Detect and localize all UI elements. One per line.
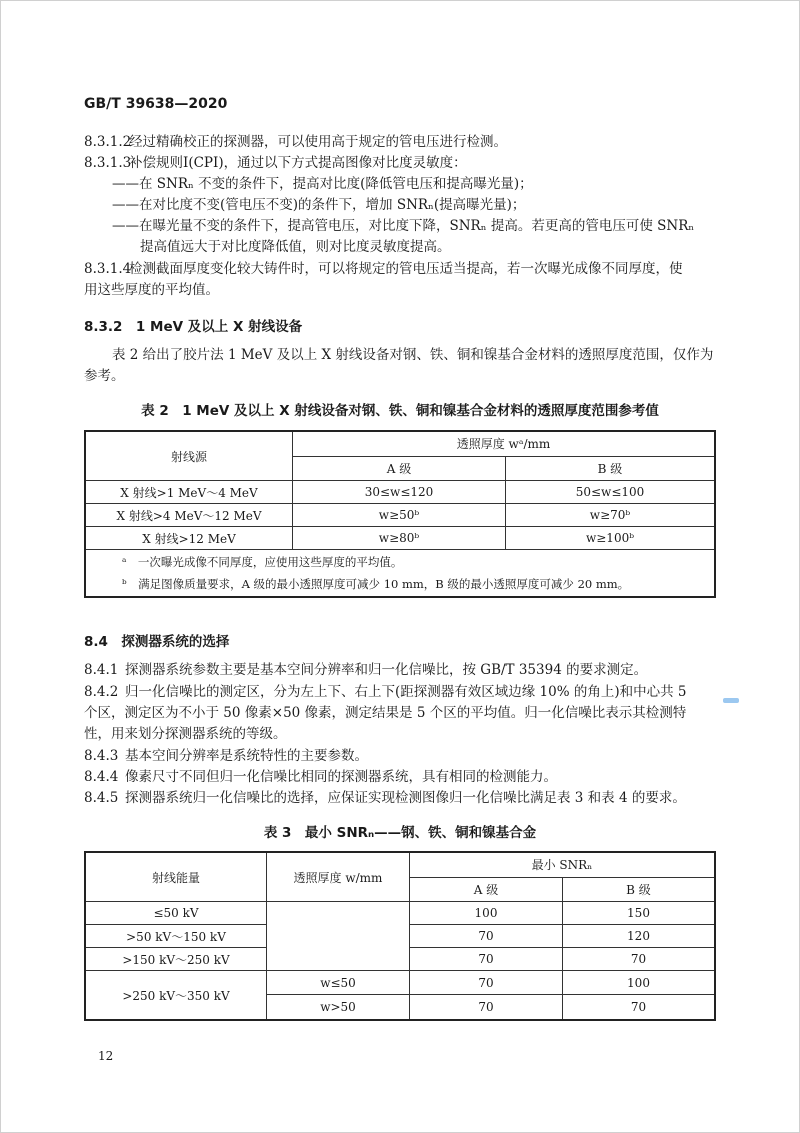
list-item: ——在曝光量不变的条件下，提高管电压，对比度下降，SNRₙ 提高。若更高的管电压可使 SNRₙ (112, 218, 695, 234)
table-note: ᵃ 一次曝光成像不同厚度，应使用这些厚度的平均值。 (122, 555, 403, 569)
table-row (85, 504, 715, 527)
clause-text-continuation: 个区，测定区为不小于 50 像素×50 像素，测定结果是 5 个区的平均值。归一化信噪比表示其检测特 (84, 705, 687, 721)
table-cell: 50≤w≤100 (506, 481, 716, 504)
table-row (85, 481, 715, 504)
highlight-mark (723, 698, 739, 703)
section-heading: 8.4 探测器系统的选择 (84, 634, 230, 650)
table-caption: 表 3 最小 SNRₙ——钢、铁、铜和镍基合金 (263, 825, 537, 841)
list-item: ——在对比度不变(管电压不变)的条件下，增加 SNRₙ(提高曝光量)； (112, 197, 526, 213)
table-cell: 70 (410, 971, 563, 995)
table-cell: 70 (410, 948, 563, 971)
table-header-cell: 射线能量 (85, 852, 267, 902)
table-header-cell: A 级 (293, 456, 506, 480)
page-number: 12 (98, 1049, 114, 1063)
table-notes (85, 550, 715, 598)
table-cell: w>50 (267, 995, 410, 1020)
table-cell: >150 kV～250 kV (85, 948, 267, 971)
table-cell: w≥50ᵇ (293, 504, 506, 527)
table-header-cell: 透照厚度 wᵃ/mm (293, 431, 716, 456)
table-cell: 30≤w≤120 (293, 481, 506, 504)
table-header-cell: B 级 (563, 877, 716, 901)
table-header-cell: 最小 SNRₙ (410, 852, 716, 877)
table-3 (84, 851, 716, 1021)
list-item-continuation: 提高值远大于对比度降低值，则对比度灵敏度提高。 (140, 239, 451, 255)
table-cell: 150 (563, 902, 716, 925)
clause-number: 8.3.1.4 (84, 261, 132, 277)
paragraph: 表 2 给出了胶片法 1 MeV 及以上 X 射线设备对钢、铁、铜和镍基合金材料的透照厚度范围，仅作为 (112, 347, 714, 363)
table-row (85, 971, 715, 995)
clause-number: 8.4.3 (84, 748, 119, 764)
standard-code: GB/T 39638—2020 (84, 96, 228, 112)
clause-number: 8.4.1 (84, 662, 119, 678)
table-cell: w≥80ᵇ (293, 527, 506, 550)
clause-text: 基本空间分辨率是系统特性的主要参数。 (125, 748, 368, 764)
section-heading: 8.3.2 1 MeV 及以上 X 射线设备 (84, 319, 303, 335)
table-2 (84, 430, 716, 598)
table-caption: 表 2 1 MeV 及以上 X 射线设备对钢、铁、铜和镍基合金材料的透照厚度范围参考值 (141, 403, 659, 419)
clause-text: 探测器系统归一化信噪比的选择，应保证实现检测图像归一化信噪比满足表 3 和表 4 的要求。 (125, 790, 686, 806)
clause-number: 8.4.4 (84, 769, 119, 785)
clause-number: 8.3.1.3 (84, 155, 132, 171)
clause-text-continuation: 用这些厚度的平均值。 (84, 282, 219, 298)
table-header-cell: A 级 (410, 877, 563, 901)
table-cell: ≤50 kV (85, 902, 267, 925)
table-cell: w≤50 (267, 971, 410, 995)
clause-text: 像素尺寸不同但归一化信噪比相同的探测器系统，具有相同的检测能力。 (125, 769, 557, 785)
table-cell: 70 (410, 995, 563, 1020)
table-header-cell: B 级 (506, 456, 716, 480)
clause-text: 归一化信噪比的测定区，分为左上下、右上下(距探测器有效区域边缘 10% 的角上)和中心共 5 (125, 684, 687, 700)
clause-number: 8.4.5 (84, 790, 119, 806)
table-header-cell: 透照厚度 w/mm (267, 852, 410, 902)
table-header-cell: 射线源 (85, 431, 293, 481)
list-item: ——在 SNRₙ 不变的条件下，提高对比度(降低管电压和提高曝光量)； (112, 176, 533, 192)
table-cell: 70 (563, 995, 716, 1020)
table-note: ᵇ 满足图像质量要求，A 级的最小透照厚度可减少 10 mm，B 级的最小透照厚度可减少 20 mm。 (122, 577, 630, 591)
table-cell: X 射线>4 MeV～12 MeV (85, 504, 293, 527)
clause-text: 探测器系统参数主要是基本空间分辨率和归一化信噪比，按 GB/T 35394 的要求测定。 (125, 662, 648, 678)
clause-text: 补偿规则Ⅰ(CPⅠ)，通过以下方式提高图像对比度灵敏度： (129, 155, 467, 171)
table-cell: w≥100ᵇ (506, 527, 716, 550)
clause-text: 经过精确校正的探测器，可以使用高于规定的管电压进行检测。 (129, 134, 507, 150)
table-cell: w≥70ᵇ (506, 504, 716, 527)
table-row (85, 902, 715, 925)
clause-number: 8.4.2 (84, 684, 119, 700)
table-cell: X 射线>12 MeV (85, 527, 293, 550)
paragraph-continuation: 参考。 (84, 368, 125, 384)
table-cell-empty (267, 902, 410, 971)
table-cell: 120 (563, 925, 716, 948)
clause-text-continuation: 性，用来划分探测器系统的等级。 (84, 726, 287, 742)
table-cell: >50 kV～150 kV (85, 925, 267, 948)
clause-number: 8.3.1.2 (84, 134, 132, 150)
table-cell: X 射线>1 MeV～4 MeV (85, 481, 293, 504)
clause-text: 检测截面厚度变化较大铸件时，可以将规定的管电压适当提高，若一次曝光成像不同厚度，使 (129, 261, 683, 277)
table-cell: 100 (410, 902, 563, 925)
table-cell: 70 (410, 925, 563, 948)
table-cell: 100 (563, 971, 716, 995)
table-row (85, 527, 715, 550)
table-cell: >250 kV～350 kV (85, 971, 267, 1021)
table-cell: 70 (563, 948, 716, 971)
